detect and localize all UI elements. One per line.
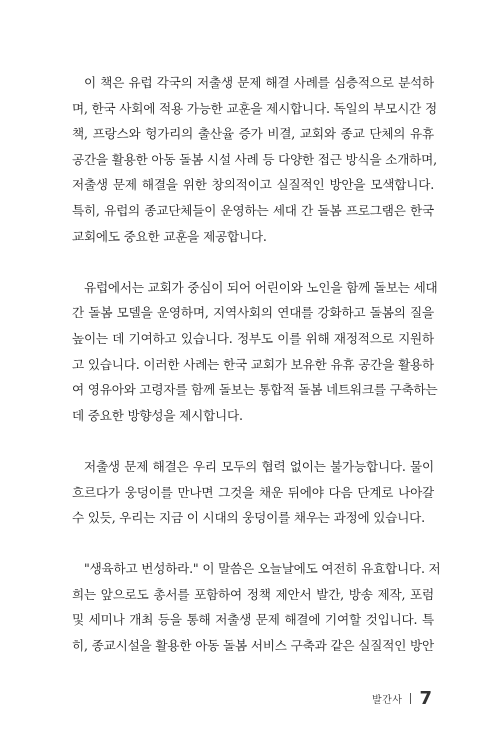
text-line: 여 영유아와 고령자를 함께 돌보는 통합적 돌봄 네트워크를 구축하는 xyxy=(72,382,438,398)
page-footer xyxy=(372,688,432,709)
paragraph-2 xyxy=(72,275,438,429)
text-line: 공간을 활용한 아동 돌봄 시설 사례 등 다양한 접근 방식을 소개하며, xyxy=(72,151,437,167)
text-line: 데 중요한 방향성을 제시합니다. xyxy=(72,407,243,423)
text-line: 며, 한국 사회에 적용 가능한 교훈을 제시합니다. 독일의 부모시간 정 xyxy=(72,100,437,116)
text-line: 희는 앞으로도 총서를 포함하여 정책 제안서 발간, 방송 제작, 포럼 xyxy=(72,586,434,602)
body-text xyxy=(72,70,441,659)
paragraph-3 xyxy=(72,454,434,531)
paragraph-4 xyxy=(72,556,441,658)
text-line: 고 있습니다. 이러한 사례는 한국 교회가 보유한 유휴 공간을 활용하 xyxy=(72,356,434,372)
text-line: 높이는 데 기여하고 있습니다. 정부도 이를 위해 재정적으로 지원하 xyxy=(72,330,434,346)
text-line: 저출생 문제 해결을 위한 창의적이고 실질적인 방안을 모색합니다. xyxy=(72,177,434,193)
page-number: 7 xyxy=(419,688,432,709)
text-line: 및 세미나 개최 등을 통해 저출생 문제 해결에 기여할 것입니다. 특 xyxy=(72,612,434,628)
text-line: 특히, 유럽의 종교단체들이 운영하는 세대 간 돌봄 프로그램은 한국 xyxy=(72,202,434,218)
section-label: 발간사 xyxy=(371,695,403,706)
text-line: 유럽에서는 교회가 중심이 되어 어린이와 노인을 함께 돌보는 세대 xyxy=(84,279,438,295)
text-line: 교회에도 중요한 교훈을 제공합니다. xyxy=(72,228,267,244)
footer-divider xyxy=(410,693,411,704)
text-line: 이 책은 유럽 각국의 저출생 문제 해결 사례를 심층적으로 분석하 xyxy=(84,75,434,90)
paragraph-1 xyxy=(72,70,437,249)
text-line: 수 있듯, 우리는 지금 이 시대의 웅덩이를 채우는 과정에 있습니다. xyxy=(72,510,425,526)
text-line: 흐르다가 웅덩이를 만나면 그것을 채운 뒤에야 다음 단계로 나아갈 xyxy=(72,484,434,500)
text-line: 저출생 문제 해결은 우리 모두의 협력 없이는 불가능합니다. 물이 xyxy=(84,458,434,474)
text-line: 히, 종교시설을 활용한 아동 돌봄 서비스 구축과 같은 실질적인 방안 xyxy=(72,638,434,654)
text-line: "생육하고 번성하라." 이 말씀은 오늘날에도 여전히 유효합니다. 저 xyxy=(84,561,441,577)
text-line: 책, 프랑스와 헝가리의 출산율 증가 비결, 교회와 종교 단체의 유휴 xyxy=(72,126,434,142)
text-line: 간 돌봄 모델을 운영하며, 지역사회의 연대를 강화하고 돌봄의 질을 xyxy=(72,305,434,321)
